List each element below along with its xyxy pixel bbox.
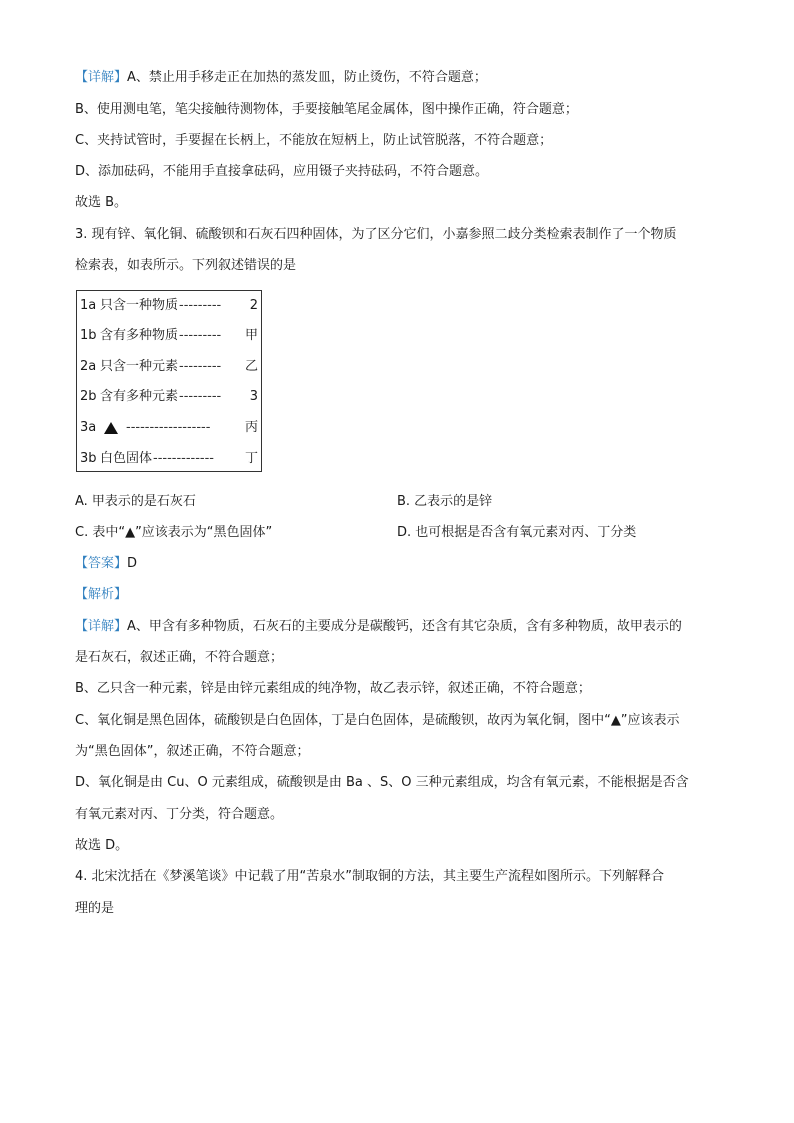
q3-stem-line1: 3. 现有锌、氧化铜、硫酸钡和石灰石四种固体，为了区分它们，小嘉参照二歧分类检索表制作了一个物质 [75, 227, 677, 242]
key-row [80, 326, 258, 346]
key-code: 3a [80, 420, 97, 435]
q4-stem-line1: 4. 北宋沈括在《梦溪笔谈》中记载了用“苦泉水”制取铜的方法，其主要生产流程如图所示。下列解释合 [75, 869, 665, 884]
key-dashes: ------------- [153, 451, 214, 466]
q3-stem-line2: 检索表，如表所示。下列叙述错误的是 [75, 258, 297, 273]
prev-conclusion: 故选 B。 [75, 195, 128, 210]
key-code: 1b [80, 328, 97, 343]
key-text: 只含一种物质 [100, 298, 179, 313]
key-dashes: --------- [179, 359, 222, 374]
analysis-line [75, 585, 127, 605]
key-text: 白色固体 [100, 451, 153, 466]
detail-text: A、禁止用手移走正在加热的蒸发皿，防止烫伤，不符合题意； [127, 70, 487, 85]
q3-detail-c: C、氧化铜是黑色固体，硫酸钡是白色固体，丁是白色固体，是硫酸钡，故丙为氧化铜，图中“▲”应该表示 [75, 713, 680, 728]
key-row [80, 296, 258, 316]
prev-detail-c: C、夹持试管时，手要握在长柄上，不能放在短柄上，防止试管脱落，不符合题意； [75, 133, 553, 148]
key-code: 2b [80, 389, 97, 404]
key-result: 丙 [244, 420, 258, 435]
prev-detail-b: B、使用测电笔，笔尖接触待测物体，手要接触笔尾金属体，图中操作正确，符合题意； [75, 102, 578, 117]
answer-tag: 【答案】 [75, 556, 128, 571]
key-text: 只含一种元素 [100, 359, 179, 374]
triangle-icon [104, 422, 118, 434]
prev-detail-a [75, 68, 487, 88]
key-result: 3 [249, 389, 258, 404]
key-result: 丁 [244, 451, 258, 466]
option-c: C. 表中“▲”应该表示为“黑色固体” [75, 525, 273, 540]
q3-detail-d-cont: 有氧元素对丙、丁分类，符合题意。 [75, 807, 284, 822]
analysis-tag: 【解析】 [75, 587, 128, 602]
key-row [80, 387, 258, 407]
detail-text: A、甲含有多种物质，石灰石的主要成分是碳酸钙，还含有其它杂质，含有多种物质，故甲表示的 [127, 619, 682, 634]
classification-key-table [76, 290, 262, 472]
key-row [80, 449, 258, 469]
key-dashes: --------- [179, 389, 222, 404]
q3-detail-d: D、氧化铜是由 Cu、O 元素组成，硫酸钡是由 Ba 、S、O 三种元素组成，均含有氧元素，不能根据是否含 [75, 775, 689, 790]
q3-detail-b: B、乙只含一种元素，锌是由锌元素组成的纯净物，故乙表示锌，叙述正确，不符合题意； [75, 681, 591, 696]
key-result: 乙 [244, 359, 258, 374]
key-text: 含有多种物质 [100, 328, 179, 343]
option-d: D. 也可根据是否含有氧元素对丙、丁分类 [397, 525, 637, 540]
key-result: 2 [249, 298, 258, 313]
key-dashes: ------------------ [126, 420, 211, 435]
key-row [80, 418, 258, 438]
detail-tag: 【详解】 [75, 619, 128, 634]
key-row [80, 357, 258, 377]
answer-value: D [127, 556, 138, 571]
detail-tag: 【详解】 [75, 70, 128, 85]
key-dashes: --------- [179, 328, 222, 343]
key-code: 1a [80, 298, 97, 313]
key-result: 甲 [244, 328, 258, 343]
q3-conclusion: 故选 D。 [75, 838, 129, 853]
key-code: 3b [80, 451, 97, 466]
prev-detail-d: D、添加砝码，不能用手直接拿砝码，应用镊子夹持砝码，不符合题意。 [75, 164, 489, 179]
option-b: B. 乙表示的是锌 [397, 494, 493, 509]
key-text: 含有多种元素 [100, 389, 179, 404]
answer-line [75, 554, 137, 574]
q3-detail-c-cont: 为“黑色固体”，叙述正确，不符合题意； [75, 744, 310, 759]
option-a: A. 甲表示的是石灰石 [75, 494, 196, 509]
q3-detail-a [75, 617, 682, 637]
key-code: 2a [80, 359, 97, 374]
key-dashes: --------- [179, 298, 222, 313]
q3-detail-a-cont: 是石灰石，叙述正确，不符合题意； [75, 650, 284, 665]
q4-stem-line2: 理的是 [75, 901, 115, 916]
